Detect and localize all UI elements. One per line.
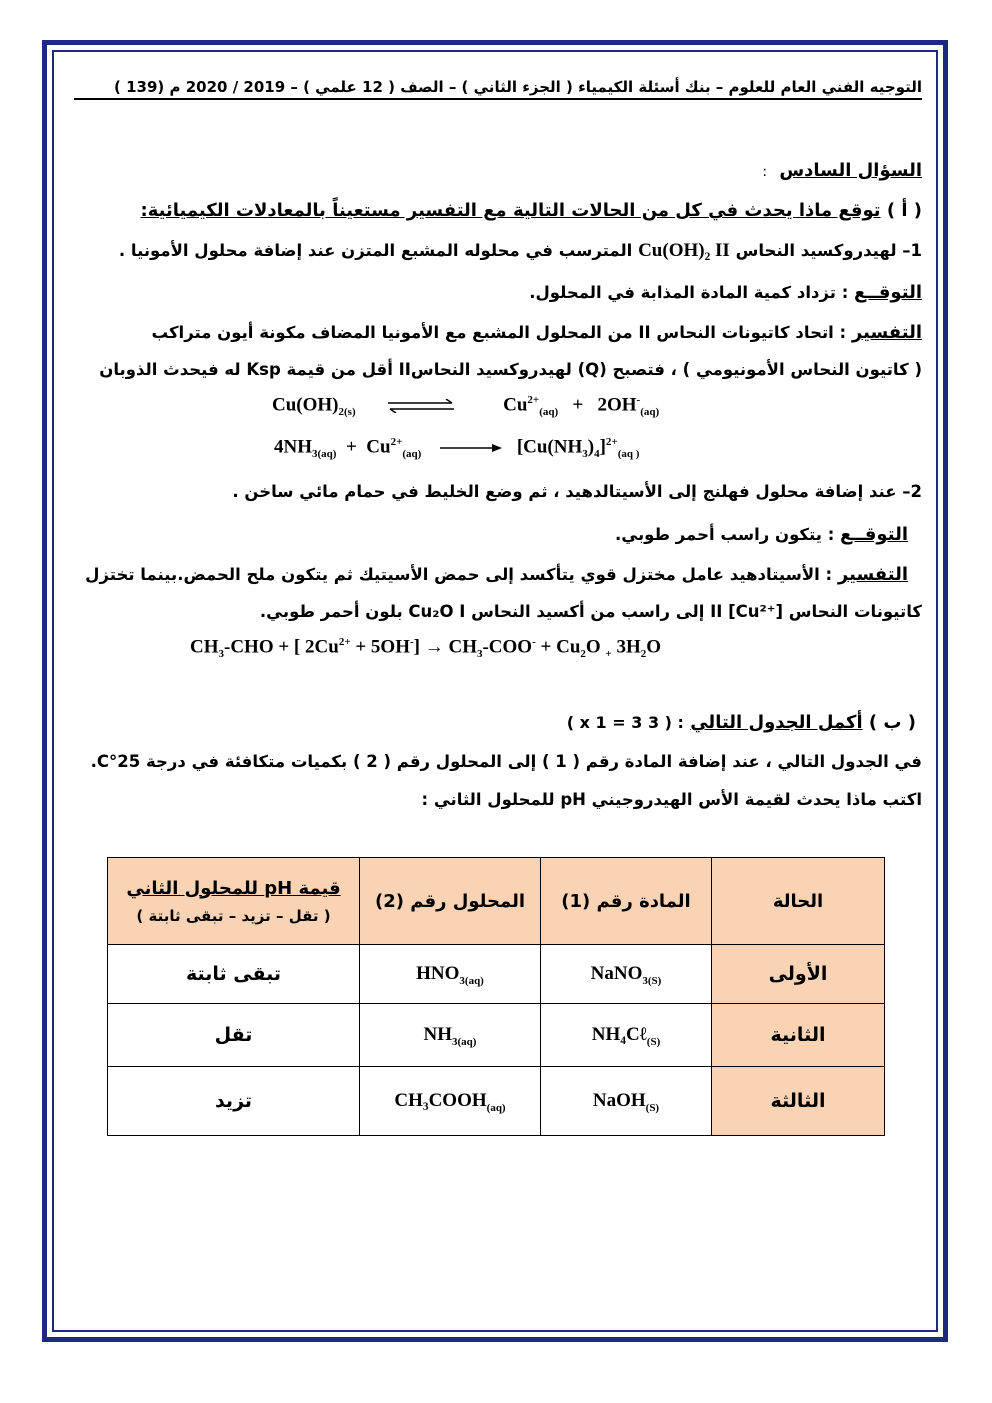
item1-text-after: المترسب في محلوله المشبع المتزن عند إضافة محلول الأمونيا . — [118, 241, 633, 260]
eq3-e-sup: - — [532, 636, 536, 648]
row2-substance-main: NH₄Cℓ — [591, 1023, 647, 1045]
item2-number: 2– — [902, 482, 922, 501]
eq2-c-sub2: 4 — [594, 448, 600, 461]
table-header-row — [108, 858, 885, 945]
equation-3 — [190, 636, 661, 660]
eq1-left: Cu(OH) — [272, 394, 339, 416]
row1-substance-sub: 3(S) — [642, 974, 662, 987]
explanation1-text1: : اتحاد كاتيونات النحاس II من المحلول المشبع مع الأمونيا المضاف مكونة أيون متراكب — [151, 323, 847, 342]
row2-solution-sub: 3(aq) — [452, 1035, 477, 1048]
row3-case: الثالثة — [712, 1067, 885, 1136]
row2-case: الثانية — [712, 1004, 885, 1067]
part-b-score: : ( 3 x 1 = 3 ) — [566, 713, 684, 732]
part-a-paren: ( أ ) — [886, 200, 922, 221]
table-row — [108, 945, 885, 1004]
eq1-left-sub: 2(s) — [338, 406, 356, 419]
header-ph — [108, 858, 360, 945]
explanation1-line1 — [152, 322, 923, 343]
eq1-plus: + — [572, 394, 584, 416]
eq2-c-sup: 2+ — [605, 436, 618, 448]
row1-solution — [360, 945, 541, 1004]
eq3-h: 3H — [611, 636, 641, 658]
question-title-colon: : — [762, 164, 768, 180]
question-title — [762, 160, 922, 181]
eq3-f-sub: 2 — [580, 648, 586, 661]
eq2-b-sub: (aq) — [402, 448, 422, 461]
item2-line — [232, 482, 922, 501]
row3-solution-sub: (aq) — [486, 1101, 506, 1114]
eq3-i: O — [646, 636, 662, 658]
eq2-c2: ) — [587, 436, 595, 458]
row1-substance-main: NaNO — [590, 962, 643, 984]
equation-2 — [274, 436, 639, 460]
item1-text-before: لهيدروكسيد النحاس — [735, 241, 897, 260]
question-title-text: السؤال السادس — [779, 160, 922, 181]
eq2-c: [Cu(NH — [516, 436, 583, 458]
eq2-plus: + — [345, 436, 357, 458]
prediction2-line — [615, 524, 908, 545]
equation-1 — [272, 394, 659, 418]
row2-substance — [541, 1004, 712, 1067]
prediction1-label: التوقــع — [854, 282, 922, 303]
explanation2-label: التفسير — [837, 564, 908, 585]
ph-table — [107, 857, 885, 1136]
eq3-f: + Cu — [535, 636, 581, 658]
reaction-arrow-icon — [440, 443, 502, 453]
part-b-heading-text: أكمل الجدول التالي — [690, 712, 863, 733]
eq2-b-sup: 2+ — [390, 436, 403, 448]
row3-substance — [541, 1067, 712, 1136]
eq3-d-sub: 3 — [476, 648, 483, 661]
part-b-heading — [567, 712, 916, 733]
eq3-b-sup: 2+ — [338, 636, 351, 648]
eq2-a: 4NH — [274, 436, 312, 458]
part-b-line1: في الجدول التالي ، عند إضافة المادة رقم ( 1 ) إلى المحلول رقم ( 2 ) بكميات متكافئة في درجة 25°C. — [90, 752, 922, 771]
eq3-g: O — [585, 636, 601, 658]
header-solution: المحلول رقم (2) — [360, 858, 541, 945]
page-header: التوجيه الفني العام للعلوم – بنك أسئلة الكيمياء ( الجزء الثاني ) – الصف ( 12 علمي ) – 2019 / 2020 م (139 ) — [74, 78, 922, 100]
eq2-c-sub3: (aq ) — [617, 448, 640, 461]
table-row — [108, 1004, 885, 1067]
eq3-a: CH — [190, 636, 219, 658]
row1-solution-sub: 3(aq) — [459, 974, 484, 987]
explanation1-line2: ( كاتيون النحاس الأمونيومي ) ، فتصبح (Q) لهيدروكسيد النحاسII أقل من قيمة Ksp له فيحدث الذوبان — [99, 360, 922, 379]
header-case: الحالة — [712, 858, 885, 945]
eq2-c3: ] — [599, 436, 606, 458]
eq1-right-b: 2OH — [597, 394, 637, 416]
explanation2-line1 — [85, 564, 908, 585]
eq2-b: Cu — [366, 436, 391, 458]
eq3-d: ] → CH — [413, 636, 477, 658]
row3-substance-sub: (S) — [645, 1101, 660, 1114]
eq3-a-sub: 3 — [218, 648, 224, 661]
prediction2-text: : يتكون راسب أحمر طوبي. — [615, 525, 835, 544]
row2-solution — [360, 1004, 541, 1067]
eq3-c: + 5OH — [350, 636, 410, 658]
explanation1-label: التفسير — [851, 322, 922, 343]
eq1-right-b-sub: (aq) — [640, 406, 660, 419]
explanation2-text1: : الأسيتادهيد عامل مختزل قوي يتأكسد إلى حمض الأسيتيك ثم يتكون ملح الحمض.بينما تختزل — [85, 565, 833, 584]
row1-solution-main: HNO — [416, 962, 460, 984]
part-b-line2: اكتب ماذا يحدث لقيمة الأس الهيدروجيني pH للمحلول الثاني : — [421, 790, 922, 809]
eq1-right-a-sup: 2+ — [527, 394, 540, 406]
row2-substance-sub: (S) — [646, 1035, 661, 1048]
table-row — [108, 1067, 885, 1136]
prediction1-text: : تزداد كمية المادة المذابة في المحلول. — [529, 283, 849, 302]
row1-case: الأولى — [712, 945, 885, 1004]
row3-substance-main: NaOH — [592, 1089, 646, 1111]
eq1-right-a: Cu — [503, 394, 528, 416]
row2-solution-main: NH — [423, 1023, 453, 1045]
eq1-right-b-sup: - — [636, 394, 641, 406]
row3-ph: تزيد — [108, 1067, 360, 1136]
row3-solution — [360, 1067, 541, 1136]
row2-ph: تقل — [108, 1004, 360, 1067]
row1-substance — [541, 945, 712, 1004]
eq3-c-sup: - — [409, 636, 414, 648]
eq3-h-sub2: 2 — [640, 648, 647, 661]
item1-line — [119, 240, 922, 262]
item1-formula: Cu(OH)₂ II — [638, 240, 730, 261]
prediction1-line — [529, 282, 922, 303]
part-b-paren: ( ب ) — [868, 712, 916, 733]
eq3-e: -COO — [482, 636, 533, 658]
prediction2-label: التوقــع — [840, 524, 908, 545]
eq3-b: -CHO + [ 2Cu — [224, 636, 339, 658]
header-ph-line1: قيمة pH للمحلول الثاني — [126, 877, 341, 899]
item2-text: عند إضافة محلول فهلنج إلى الأسيتالدهيد ، ثم وضع الخليط في حمام مائي ساخن . — [232, 482, 897, 501]
eq3-h-sub: + — [605, 648, 612, 661]
eq2-a-sub: 3(aq) — [312, 448, 337, 461]
part-a-heading — [141, 200, 922, 221]
row3-solution-main: CH₃COOH — [394, 1089, 487, 1111]
equilibrium-arrow-icon — [386, 399, 456, 413]
row1-ph: تبقى ثابتة — [108, 945, 360, 1004]
eq2-c-sub: 3 — [582, 448, 588, 461]
header-ph-line2: ( تقل – تزيد – تبقى ثابتة ) — [136, 906, 331, 925]
header-substance: المادة رقم (1) — [541, 858, 712, 945]
explanation2-line2: كاتيونات النحاس II [Cu²⁺] إلى راسب من أكسيد النحاس Cu₂O I بلون أحمر طوبي. — [259, 602, 922, 621]
part-a-heading-text: توقع ماذا يحدث في كل من الحالات التالية مع التفسير مستعيناً بالمعادلات الكيميائية: — [140, 200, 881, 221]
item1-number: 1– — [902, 241, 922, 260]
eq1-right-a-sub: (aq) — [539, 406, 559, 419]
